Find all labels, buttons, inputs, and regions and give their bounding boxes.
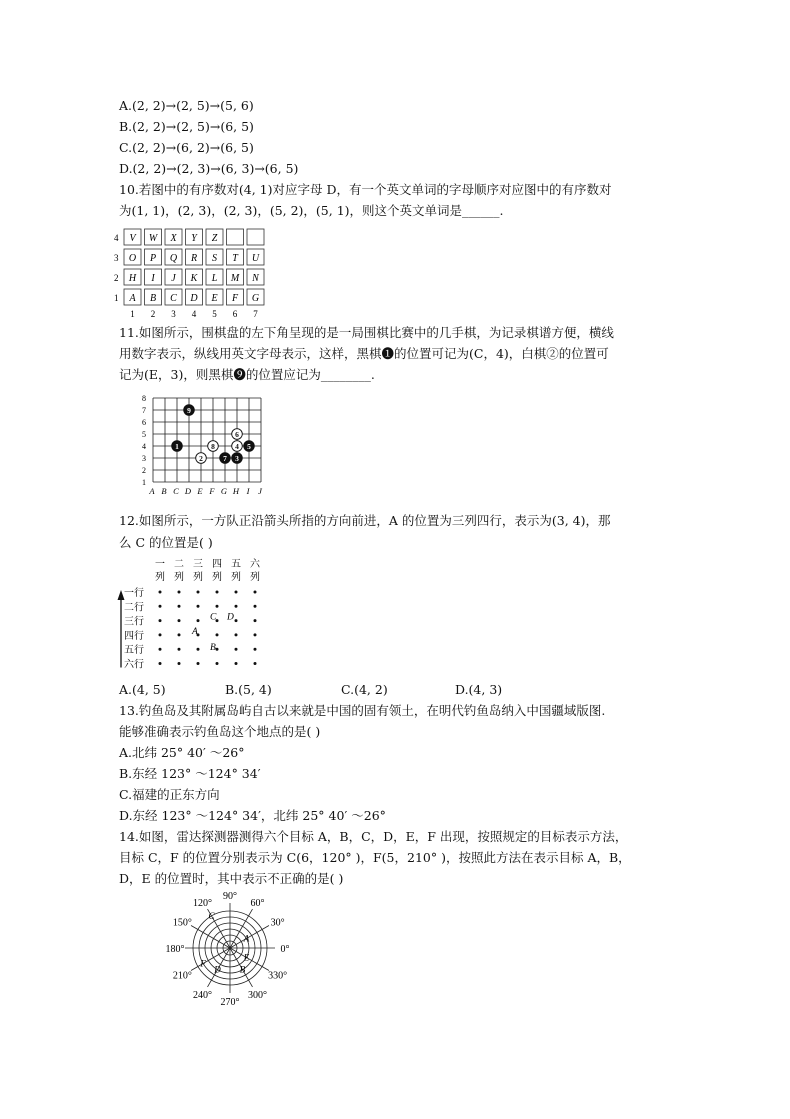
q13-option-d: D.东经 123° ～124° 34′，北纬 25° 40′ ～26° [119, 808, 386, 823]
grid-letter: J [171, 273, 176, 284]
q12-option-d: D.(4, 3) [455, 682, 503, 697]
board-col-label: B [161, 486, 167, 496]
soldier-dot [235, 662, 238, 665]
q13-option-c: C.福建的正东方向 [119, 787, 220, 802]
soldier-dot [235, 591, 238, 594]
q13-text-line2: 能够准确表示钓鱼岛这个地点的是( ) [119, 724, 321, 739]
soldier-dot [159, 619, 162, 622]
radar-angle-label: 120° [193, 898, 212, 910]
point-label-b: B [210, 643, 216, 654]
soldier-dot [178, 662, 181, 665]
row-heading: 四行 [124, 630, 144, 642]
q12-option-a: A.(4, 5) [119, 682, 166, 697]
q11-text-line3: 记为(E，3)，则黑棋❾的位置应记为________. [119, 367, 375, 382]
column-heading: 列 [193, 572, 203, 583]
row-heading: 二行 [124, 602, 144, 614]
grid-letter: I [151, 273, 155, 284]
radar-angle-label: 240° [193, 989, 212, 1001]
soldier-dot [197, 662, 200, 665]
column-heading: 列 [155, 572, 165, 583]
q13-option-b: B.东经 123° ～124° 34′ [119, 766, 261, 781]
q13-option-a: A.北纬 25° 40′ ～26° [119, 745, 245, 760]
go-stone-number: 2 [199, 454, 203, 463]
board-row-label: 7 [142, 406, 146, 415]
radar-angle-label: 0° [280, 944, 290, 955]
radar-angle-label: 30° [270, 917, 285, 929]
q12-text-line2: 么 C 的位置是( ) [119, 535, 213, 550]
soldier-dot [235, 648, 238, 651]
board-row-label: 8 [142, 394, 146, 403]
soldier-dot [178, 605, 181, 608]
soldier-dot [254, 591, 257, 594]
column-heading: 列 [174, 572, 184, 583]
soldier-dot [235, 633, 238, 636]
soldier-dot [159, 591, 162, 594]
q10-letter-grid [112, 226, 272, 318]
radar-target-b: B [239, 964, 246, 975]
soldier-dot [216, 648, 219, 651]
grid-letter: H [128, 273, 137, 284]
go-stone-number: 6 [235, 430, 239, 439]
go-board-figure [140, 392, 280, 504]
go-stone-number: 8 [211, 442, 215, 451]
board-col-label: G [220, 486, 228, 496]
column-heading: 三 [193, 559, 203, 570]
board-row-label: 1 [142, 478, 146, 487]
soldier-dot [235, 605, 238, 608]
q11-text-line2: 用数字表示，纵线用英文字母表示，这样，黑棋❶的位置可记为(C，4)，白棋②的位置可 [119, 346, 609, 361]
radar-angle-label: 60° [250, 898, 265, 910]
grid-col-label: 2 [150, 309, 156, 318]
soldier-dot [178, 633, 181, 636]
board-row-label: 4 [142, 442, 146, 451]
board-col-label: D [184, 486, 192, 496]
radar-angle-label: 330° [268, 970, 288, 982]
grid-letter: U [251, 253, 260, 264]
board-col-label: I [246, 486, 250, 496]
board-col-label: C [173, 486, 179, 496]
row-heading: 六行 [124, 659, 144, 671]
column-heading: 一 [155, 559, 165, 570]
q14-text-line2: 目标 C，F 的位置分别表示为 C(6，120° )，F(5，210° )，按照此方法在表示目标 A，B， [119, 850, 631, 865]
board-row-label: 3 [142, 454, 146, 463]
go-stone-number: 7 [223, 454, 227, 463]
q9-option-d: D.(2, 2)→(2, 3)→(6, 3)→(6, 5) [119, 161, 299, 176]
soldier-dot [254, 619, 257, 622]
radar-angle-label: 180° [165, 944, 185, 955]
board-col-label: H [232, 486, 240, 496]
soldier-dot [178, 648, 181, 651]
grid-letter: Z [211, 233, 218, 244]
radar-angle-label: 270° [220, 997, 240, 1008]
board-col-label: A [149, 486, 155, 496]
go-stone-number: 1 [175, 442, 179, 451]
formation-figure [115, 558, 275, 673]
go-stone-number: 5 [247, 442, 251, 451]
q9-option-a: A.(2, 2)→(2, 5)→(5, 6) [119, 98, 254, 113]
q10-text-line2: 为(1, 1)，(2, 3)，(2, 3)，(5, 2)，(5, 1)，则这个英文单词是______. [119, 203, 504, 218]
board-col-label: E [197, 486, 203, 496]
q12-option-c: C.(4, 2) [341, 682, 388, 697]
board-row-label: 2 [142, 466, 146, 475]
column-heading: 二 [174, 559, 184, 570]
soldier-dot [254, 633, 257, 636]
point-label-c: C [210, 612, 217, 623]
grid-letter: V [129, 233, 136, 244]
column-heading: 列 [212, 572, 222, 583]
column-heading: 五 [231, 559, 241, 570]
q9-option-b: B.(2, 2)→(2, 5)→(6, 5) [119, 119, 254, 134]
radar-angle-label: 150° [172, 917, 192, 929]
q13-text-line1: 13.钓鱼岛及其附属岛屿自古以来就是中国的固有领土，在明代钓鱼岛纳入中国疆域版图. [119, 703, 606, 718]
grid-letter: G [251, 293, 260, 304]
grid-letter: E [211, 293, 218, 304]
soldier-dot [216, 662, 219, 665]
radar-figure [155, 885, 305, 1015]
grid-letter: N [252, 273, 259, 284]
soldier-dot [254, 648, 257, 651]
grid-letter: L [211, 273, 218, 284]
go-stone-number: 4 [235, 442, 239, 451]
board-row-label: 6 [142, 418, 146, 427]
soldier-dot [197, 648, 200, 651]
row-heading: 五行 [124, 645, 144, 657]
soldier-dot [159, 662, 162, 665]
grid-letter: Y [191, 233, 197, 244]
radar-angle-label: 210° [172, 970, 192, 982]
radar-target-d: D [214, 964, 221, 975]
grid-letter: P [149, 253, 157, 264]
grid-row-label: 4 [114, 233, 119, 243]
radar-target-c: C [208, 910, 215, 921]
grid-letter: Q [169, 253, 178, 264]
radar-target-f: F [200, 958, 206, 969]
soldier-dot [216, 605, 219, 608]
radar-angle-label: 300° [248, 989, 267, 1001]
column-heading: 列 [250, 572, 260, 583]
q14-text-line1: 14.如图，雷达探测器测得六个目标 A，B，C，D，E，F 出现，按照规定的目标表示方法， [119, 829, 628, 844]
radar-target-a: A [243, 933, 250, 944]
grid-col-label: 6 [232, 309, 238, 318]
soldier-dot [197, 591, 200, 594]
grid-letter: F [231, 293, 239, 304]
soldier-dot [159, 648, 162, 651]
grid-letter: T [232, 253, 238, 264]
grid-row-label: 1 [114, 293, 119, 303]
grid-letter: B [149, 293, 157, 304]
column-heading: 列 [231, 572, 241, 583]
column-heading: 四 [212, 559, 222, 570]
row-heading: 一行 [124, 588, 144, 599]
radar-target-e: E [243, 952, 250, 963]
soldier-dot [159, 605, 162, 608]
q11-text-line1: 11.如图所示，围棋盘的左下角呈现的是一局围棋比赛中的几手棋，为记录棋谱方便，横线 [119, 325, 614, 340]
soldier-dot [197, 605, 200, 608]
grid-cell [247, 229, 264, 245]
q9-option-c: C.(2, 2)→(6, 2)→(6, 5) [119, 140, 254, 155]
grid-letter: R [190, 253, 198, 264]
soldier-dot [216, 633, 219, 636]
soldier-dot [159, 633, 162, 636]
radar-angle-label: 90° [223, 891, 237, 902]
grid-col-label: 1 [130, 309, 135, 318]
grid-letter: W [148, 233, 158, 244]
row-heading: 三行 [124, 616, 144, 628]
grid-col-label: 4 [191, 309, 197, 318]
point-label-a: A [192, 626, 198, 637]
go-stone-number: 9 [187, 406, 191, 415]
soldier-dot [178, 591, 181, 594]
grid-col-label: 5 [212, 309, 217, 318]
grid-col-label: 3 [171, 309, 176, 318]
grid-letter: X [170, 233, 177, 244]
grid-cell [227, 229, 244, 245]
point-label-d: D [227, 612, 234, 623]
q12-option-b: B.(5, 4) [225, 682, 272, 697]
soldier-dot [235, 619, 238, 622]
grid-letter: D [190, 293, 198, 304]
soldier-dot [254, 605, 257, 608]
q14-text-line3: D，E 的位置时，其中表示不正确的是( ) [119, 871, 344, 886]
soldier-dot [254, 662, 257, 665]
grid-letter: S [212, 253, 217, 264]
grid-letter: O [128, 253, 137, 264]
soldier-dot [197, 619, 200, 622]
soldier-dot [178, 619, 181, 622]
grid-row-label: 3 [114, 253, 119, 263]
board-col-label: F [209, 486, 215, 496]
board-col-label: J [258, 486, 262, 496]
q12-text-line1: 12.如图所示，一方队正沿箭头所指的方向前进，A 的位置为三列四行，表示为(3, 4)，那 [119, 513, 611, 528]
grid-letter: K [190, 273, 198, 284]
grid-col-label: 7 [253, 309, 258, 318]
grid-letter: A [129, 293, 136, 304]
column-heading: 六 [250, 559, 260, 570]
go-stone-number: 3 [235, 454, 239, 463]
grid-letter: M [230, 273, 240, 284]
grid-row-label: 2 [114, 273, 119, 283]
grid-letter: C [170, 293, 177, 304]
q10-text-line1: 10.若图中的有序数对(4, 1)对应字母 D，有一个英文单词的字母顺序对应图中的有序数对 [119, 182, 612, 197]
board-row-label: 5 [142, 430, 146, 439]
soldier-dot [216, 591, 219, 594]
